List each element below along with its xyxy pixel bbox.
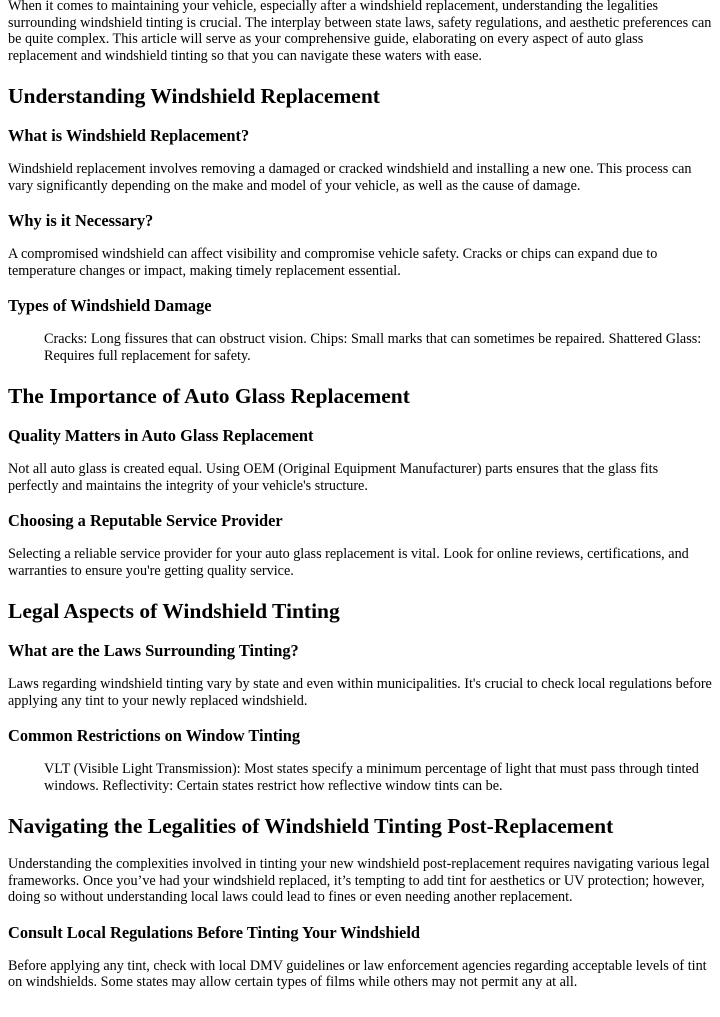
subheading-consult-regulations: Consult Local Regulations Before Tinting Your Windshield (8, 922, 420, 942)
paragraph-what-is-replacement: Windshield replacement involves removing a damaged or cracked windshield and installing a new one. This process can vary significantly depending on the make and model of your vehicle, as well as the cause of damage. (8, 161, 692, 194)
section-heading-importance-auto-glass: The Importance of Auto Glass Replacement (8, 384, 410, 408)
paragraph-quality-matters: Not all auto glass is created equal. Using OEM (Original Equipment Manufacturer) parts ensures that the glass fits perfectly and maintains the integrity of your vehicle's structure. (8, 461, 659, 494)
subheading-laws-tinting: What are the Laws Surrounding Tinting? (8, 641, 299, 660)
subheading-what-is-replacement: What is Windshield Replacement? (8, 126, 250, 145)
section-heading-legal-aspects: Legal Aspects of Windshield Tinting (8, 599, 340, 623)
section-heading-understanding-replacement: Understanding Windshield Replacement (8, 84, 380, 108)
intro-paragraph: When it comes to maintaining your vehicle, especially after a windshield replacement, understanding the legalities surrounding windshield tinting is crucial. The interplay between state laws, safety regulations, and aesthetic preferences can be quite complex. This article will serve as your comprehensive guide, elaborating on every aspect of auto glass replacement and windshield tinting so that you can navigate these waters with ease. (8, 0, 712, 64)
blockquote-common-restrictions: VLT (Visible Light Transmission): Most states specify a minimum percentage of light that must pass through tinted windows. Reflectivity: Certain states restrict how reflective window tints can be. (44, 761, 699, 794)
subheading-why-necessary: Why is it Necessary? (8, 211, 154, 230)
subheading-choosing-provider: Choosing a Reputable Service Provider (8, 511, 283, 530)
paragraph-why-necessary: A compromised windshield can affect visibility and compromise vehicle safety. Cracks or chips can expand due to temperature changes or impact, making timely replacement essential. (8, 246, 658, 279)
subheading-common-restrictions: Common Restrictions on Window Tinting (8, 726, 301, 745)
blockquote-types-of-damage: Cracks: Long fissures that can obstruct vision. Chips: Small marks that can sometimes be repaired. Shattered Glass: Requires full replacement for safety. (44, 331, 702, 364)
paragraph-consult-regulations: Before applying any tint, check with local DMV guidelines or law enforcement agencies regarding acceptable levels of tint on windshields. Some states may allow certain types of films while others may not permit any at all. (8, 957, 707, 990)
paragraph-choosing-provider: Selecting a reliable service provider for your auto glass replacement is vital. Look for online reviews, certifications, and warranties to ensure you're getting quality service. (8, 546, 689, 579)
paragraph-laws-tinting: Laws regarding windshield tinting vary by state and even within municipalities. It's crucial to check local regulations before applying any tint to your newly replaced windshield. (8, 676, 712, 709)
section-heading-navigating-legalities: Navigating the Legalities of Windshield Tinting Post-Replacement (8, 814, 614, 838)
paragraph-navigating-legalities: Understanding the complexities involved in tinting your new windshield post-replacement requires navigating various legal frameworks. Once you’ve had your windshield replaced, it’s tempting to add tint for aesthetics or UV protection; however, doing so without understanding local laws could lead to fines or even needing another replacement. (8, 856, 710, 905)
subheading-quality-matters: Quality Matters in Auto Glass Replacement (8, 426, 314, 445)
subheading-types-of-damage: Types of Windshield Damage (8, 296, 212, 315)
